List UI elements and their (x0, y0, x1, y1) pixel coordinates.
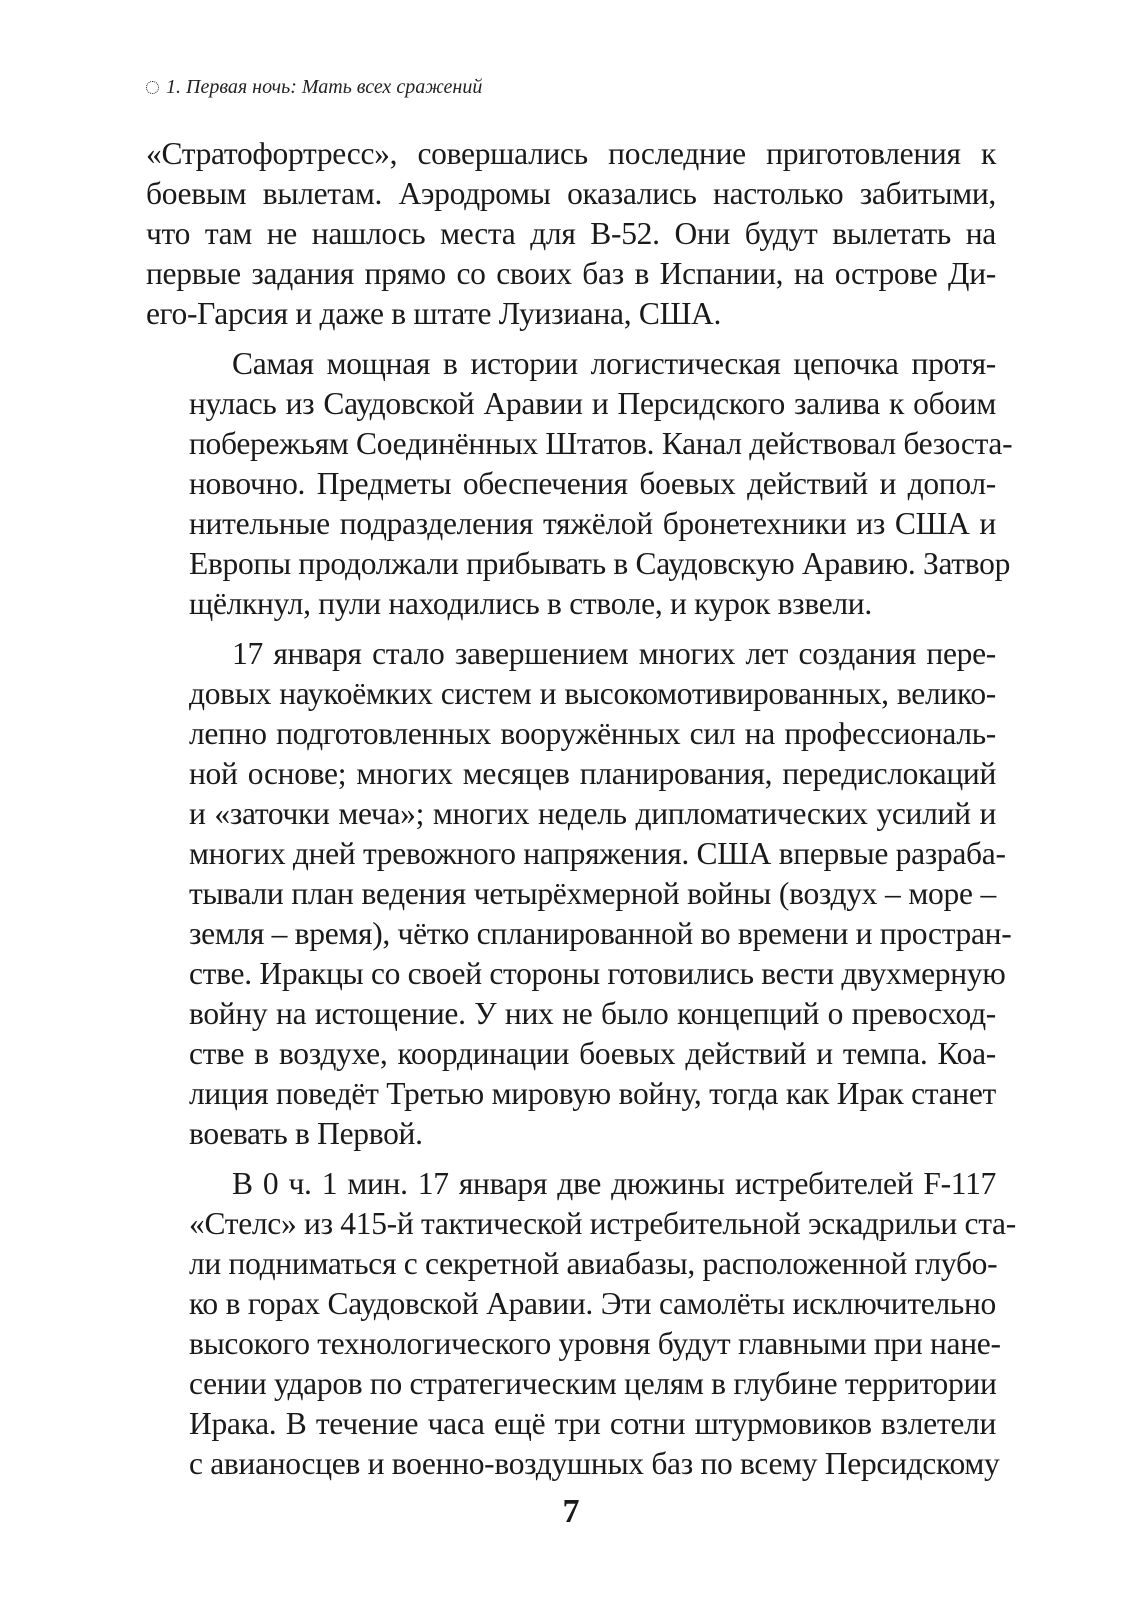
text-line: земля – время), чётко спланированной во времени и простран- (189, 916, 1012, 951)
ring-icon (146, 81, 159, 94)
text-line: Ирака. В течение часа ещё три сотни штурмовиков взлетели (189, 1406, 996, 1441)
paragraph (146, 634, 1012, 1154)
text-line: сении ударов по стратегическим целям в глубине территории (189, 1366, 997, 1401)
text-line: его-Гарсия и даже в штате Луизиана, США. (146, 296, 722, 331)
text-line: ной основе; многих месяцев планирования, передислокаций (189, 756, 996, 791)
paragraph (146, 1164, 1016, 1484)
text-line: нулась из Саудовской Аравии и Персидского залива к обоим (189, 386, 996, 421)
text-line: «Стратофортресс», совершались последние приготовления к (146, 136, 996, 171)
text-line: с авианосцев и военно-воздушных баз по всему Персидскому (189, 1446, 1000, 1481)
text-line: и «заточки меча»; многих недель дипломатических усилий и (189, 796, 996, 831)
text-line: первые задания прямо со своих баз в Испании, на острове Ди- (146, 256, 996, 291)
paragraph (146, 344, 1013, 624)
text-line: боевым вылетам. Аэродромы оказались настолько забитыми, (146, 176, 996, 211)
text-line: новочно. Предметы обеспечения боевых действий и допол- (189, 466, 996, 501)
text-line: войну на истощение. У них не было концепций о превосход- (189, 996, 996, 1031)
text-line: ли подниматься с секретной авиабазы, расположенной глубо- (189, 1246, 998, 1281)
text-line: высокого технологического уровня будут главными при нане- (189, 1326, 1001, 1361)
running-head (146, 74, 482, 100)
text-line: стве. Иракцы со своей стороны готовились вести двухмерную (189, 956, 1006, 991)
paragraph (146, 134, 996, 334)
text-line: 17 января стало завершением многих лет создания пере- (232, 636, 996, 671)
page-number: 7 (562, 1493, 580, 1530)
chapter-title: 1. Первая ночь: Мать всех сражений (166, 76, 483, 98)
text-line: довых наукоёмких систем и высокомотивированных, велико- (189, 676, 996, 711)
text-line: лепно подготовленных вооружённых сил на профессиональ- (189, 716, 996, 751)
text-line: ко в горах Саудовской Аравии. Эти самолёты исключительно (189, 1286, 996, 1321)
text-line: В 0 ч. 1 мин. 17 января две дюжины истребителей F-117 (232, 1166, 996, 1201)
text-line: побережьям Соединённых Штатов. Канал действовал безоста- (189, 426, 1013, 461)
text-line: что там не нашлось места для B-52. Они будут вылетать на (146, 216, 996, 251)
text-line: тывали план ведения четырёхмерной войны (воздух – море – (189, 876, 996, 911)
text-line: многих дней тревожного напряжения. США впервые разраба- (189, 836, 1006, 871)
text-line: щёлкнул, пули находились в стволе, и курок взвели. (189, 586, 872, 621)
text-line: лиция поведёт Третью мировую войну, тогда как Ирак станет (189, 1076, 996, 1111)
body-text (146, 134, 1016, 1494)
text-line: стве в воздухе, координации боевых действий и темпа. Коа- (189, 1036, 996, 1071)
text-line: Самая мощная в истории логистическая цепочка протя- (232, 346, 996, 381)
text-line: нительные подразделения тяжёлой бронетехники из США и (189, 506, 996, 541)
text-line: «Стелс» из 415-й тактической истребительной эскадрильи ста- (189, 1206, 1016, 1241)
text-line: Европы продолжали прибывать в Саудовскую Аравию. Затвор (189, 546, 1011, 581)
text-line: воевать в Первой. (189, 1116, 423, 1151)
